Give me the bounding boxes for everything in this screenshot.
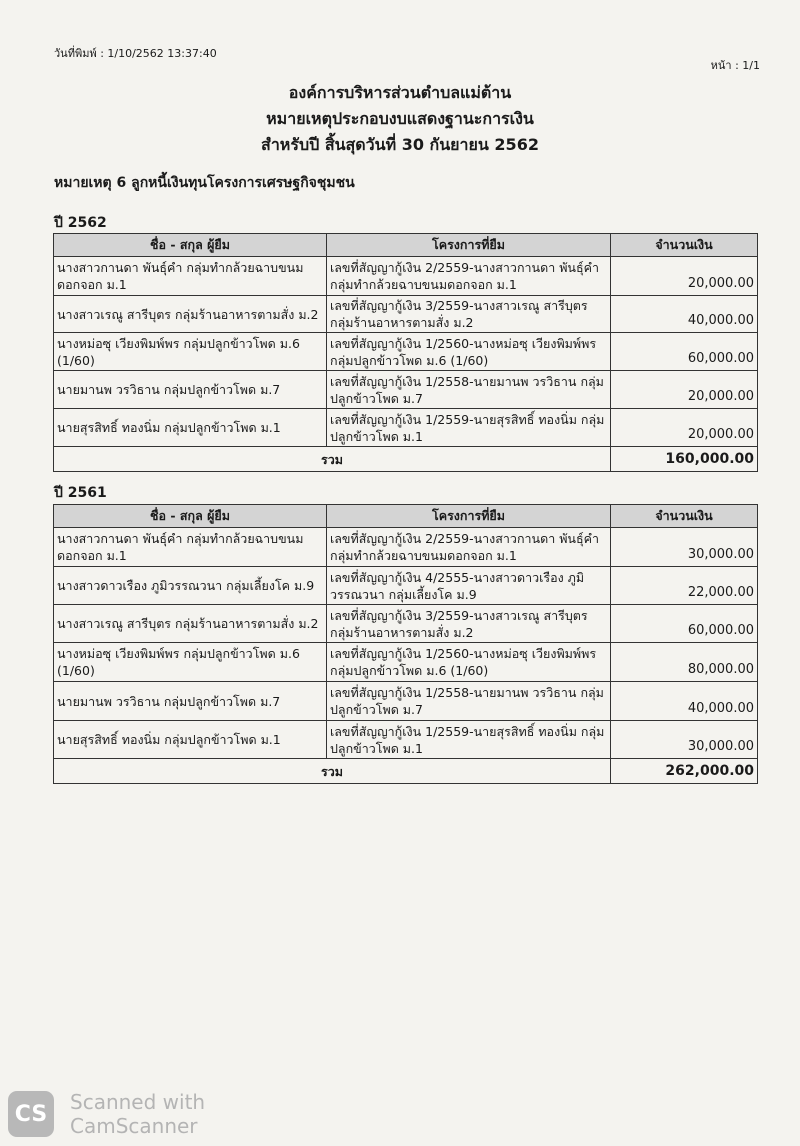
print-date: วันที่พิมพ์ : 1/10/2562 13:37:40: [54, 47, 217, 60]
table-row: [54, 567, 758, 605]
total-amount: 160,000.00: [611, 447, 758, 472]
loan-project: เลขที่สัญญากู้เงิน 2/2559-นางสาวกานดา พันธุ์คำ กลุ่มทำกล้วยฉาบขนมดอกจอก ม.1: [327, 257, 611, 296]
loan-project: เลขที่สัญญากู้เงิน 3/2559-นางสาวเรณู สารีบุตร กลุ่มร้านอาหารตามสั่ง ม.2: [327, 605, 611, 643]
loan-amount: 30,000.00: [611, 721, 758, 759]
watermark-line2: CamScanner: [70, 1114, 198, 1138]
total-amount: 262,000.00: [611, 759, 758, 784]
loan-project: เลขที่สัญญากู้เงิน 4/2555-นางสาวดาวเรือง ภูมิวรรณวนา กลุ่มเลี้ยงโค ม.9: [327, 567, 611, 605]
loan-amount: 20,000.00: [611, 257, 758, 296]
table-row: [54, 257, 758, 296]
table-row: [54, 333, 758, 371]
borrower-name: นายมานพ วรวิธาน กลุ่มปลูกข้าวโพด ม.7: [54, 682, 327, 721]
loan-table-2562: [53, 233, 758, 472]
document-titles: [0, 80, 800, 158]
total-row: [54, 447, 758, 472]
loan-amount: 40,000.00: [611, 296, 758, 333]
loan-project: เลขที่สัญญากู้เงิน 1/2559-นายสุรสิทธิ์ ทองนิ่ม กลุ่มปลูกข้าวโพด ม.1: [327, 721, 611, 759]
doc-title: หมายเหตุประกอบงบแสดงฐานะการเงิน: [266, 109, 534, 128]
table-row: [54, 371, 758, 409]
loan-project: เลขที่สัญญากู้เงิน 1/2559-นายสุรสิทธิ์ ทองนิ่ม กลุ่มปลูกข้าวโพด ม.1: [327, 409, 611, 447]
col-project-header: โครงการที่ยืม: [327, 234, 611, 257]
loan-project: เลขที่สัญญากู้เงิน 2/2559-นางสาวกานดา พันธุ์คำ กลุ่มทำกล้วยฉาบขนมดอกจอก ม.1: [327, 528, 611, 567]
loan-project: เลขที่สัญญากู้เงิน 1/2560-นางหม่อซุ เวียงพิมพ์พร กลุ่มปลูกข้าวโพด ม.6 (1/60): [327, 643, 611, 682]
borrower-name: นายสุรสิทธิ์ ทองนิ่ม กลุ่มปลูกข้าวโพด ม.1: [54, 721, 327, 759]
year-label-2561: ปี 2561: [54, 485, 107, 501]
table-row: [54, 682, 758, 721]
table-row: [54, 296, 758, 333]
year-label-2562: ปี 2562: [54, 215, 107, 231]
borrower-name: นางสาวกานดา พันธุ์คำ กลุ่มทำกล้วยฉาบขนมดอกจอก ม.1: [54, 528, 327, 567]
camscanner-logo-icon: CS: [8, 1091, 54, 1137]
total-label: รวม: [54, 759, 611, 784]
loan-project: เลขที่สัญญากู้เงิน 1/2558-นายมานพ วรวิธาน กลุ่มปลูกข้าวโพด ม.7: [327, 371, 611, 409]
loan-table-2561: [53, 504, 758, 784]
org-title: องค์การบริหารส่วนตำบลแม่ต้าน: [288, 83, 512, 102]
loan-amount: 40,000.00: [611, 682, 758, 721]
borrower-name: นางสาวดาวเรือง ภูมิวรรณวนา กลุ่มเลี้ยงโค ม.9: [54, 567, 327, 605]
col-name-header: ชื่อ - สกุล ผู้ยืม: [54, 234, 327, 257]
table-row: [54, 528, 758, 567]
table-row: [54, 605, 758, 643]
loan-amount: 60,000.00: [611, 605, 758, 643]
note-title: หมายเหตุ 6 ลูกหนี้เงินทุนโครงการเศรษฐกิจชุมชน: [54, 175, 355, 191]
table-header: [54, 505, 758, 528]
loan-project: เลขที่สัญญากู้เงิน 1/2558-นายมานพ วรวิธาน กลุ่มปลูกข้าวโพด ม.7: [327, 682, 611, 721]
loan-amount: 60,000.00: [611, 333, 758, 371]
borrower-name: นายมานพ วรวิธาน กลุ่มปลูกข้าวโพด ม.7: [54, 371, 327, 409]
table-row: [54, 643, 758, 682]
loan-project: เลขที่สัญญากู้เงิน 1/2560-นางหม่อซุ เวียงพิมพ์พร กลุ่มปลูกข้าวโพด ม.6 (1/60): [327, 333, 611, 371]
table-row: [54, 409, 758, 447]
loan-amount: 20,000.00: [611, 371, 758, 409]
watermark-line1: Scanned with: [70, 1090, 206, 1114]
total-row: [54, 759, 758, 784]
col-amount-header: จำนวนเงิน: [611, 505, 758, 528]
table-row: [54, 721, 758, 759]
loan-project: เลขที่สัญญากู้เงิน 3/2559-นางสาวเรณู สารีบุตร กลุ่มร้านอาหารตามสั่ง ม.2: [327, 296, 611, 333]
camscanner-watermark: [8, 1090, 205, 1138]
total-label: รวม: [54, 447, 611, 472]
borrower-name: นางสาวเรณู สารีบุตร กลุ่มร้านอาหารตามสั่ง ม.2: [54, 296, 327, 333]
col-amount-header: จำนวนเงิน: [611, 234, 758, 257]
period-title: สำหรับปี สิ้นสุดวันที่ 30 กันยายน 2562: [261, 135, 539, 154]
borrower-name: นางหม่อซุ เวียงพิมพ์พร กลุ่มปลูกข้าวโพด ม.6 (1/60): [54, 333, 327, 371]
loan-amount: 30,000.00: [611, 528, 758, 567]
borrower-name: นางสาวเรณู สารีบุตร กลุ่มร้านอาหารตามสั่ง ม.2: [54, 605, 327, 643]
borrower-name: นายสุรสิทธิ์ ทองนิ่ม กลุ่มปลูกข้าวโพด ม.1: [54, 409, 327, 447]
borrower-name: นางสาวกานดา พันธุ์คำ กลุ่มทำกล้วยฉาบขนมดอกจอก ม.1: [54, 257, 327, 296]
col-project-header: โครงการที่ยืม: [327, 505, 611, 528]
loan-amount: 20,000.00: [611, 409, 758, 447]
loan-amount: 80,000.00: [611, 643, 758, 682]
page-number: หน้า : 1/1: [710, 59, 760, 72]
col-name-header: ชื่อ - สกุล ผู้ยืม: [54, 505, 327, 528]
loan-amount: 22,000.00: [611, 567, 758, 605]
table-header: [54, 234, 758, 257]
camscanner-text: [70, 1090, 205, 1138]
borrower-name: นางหม่อซุ เวียงพิมพ์พร กลุ่มปลูกข้าวโพด ม.6 (1/60): [54, 643, 327, 682]
